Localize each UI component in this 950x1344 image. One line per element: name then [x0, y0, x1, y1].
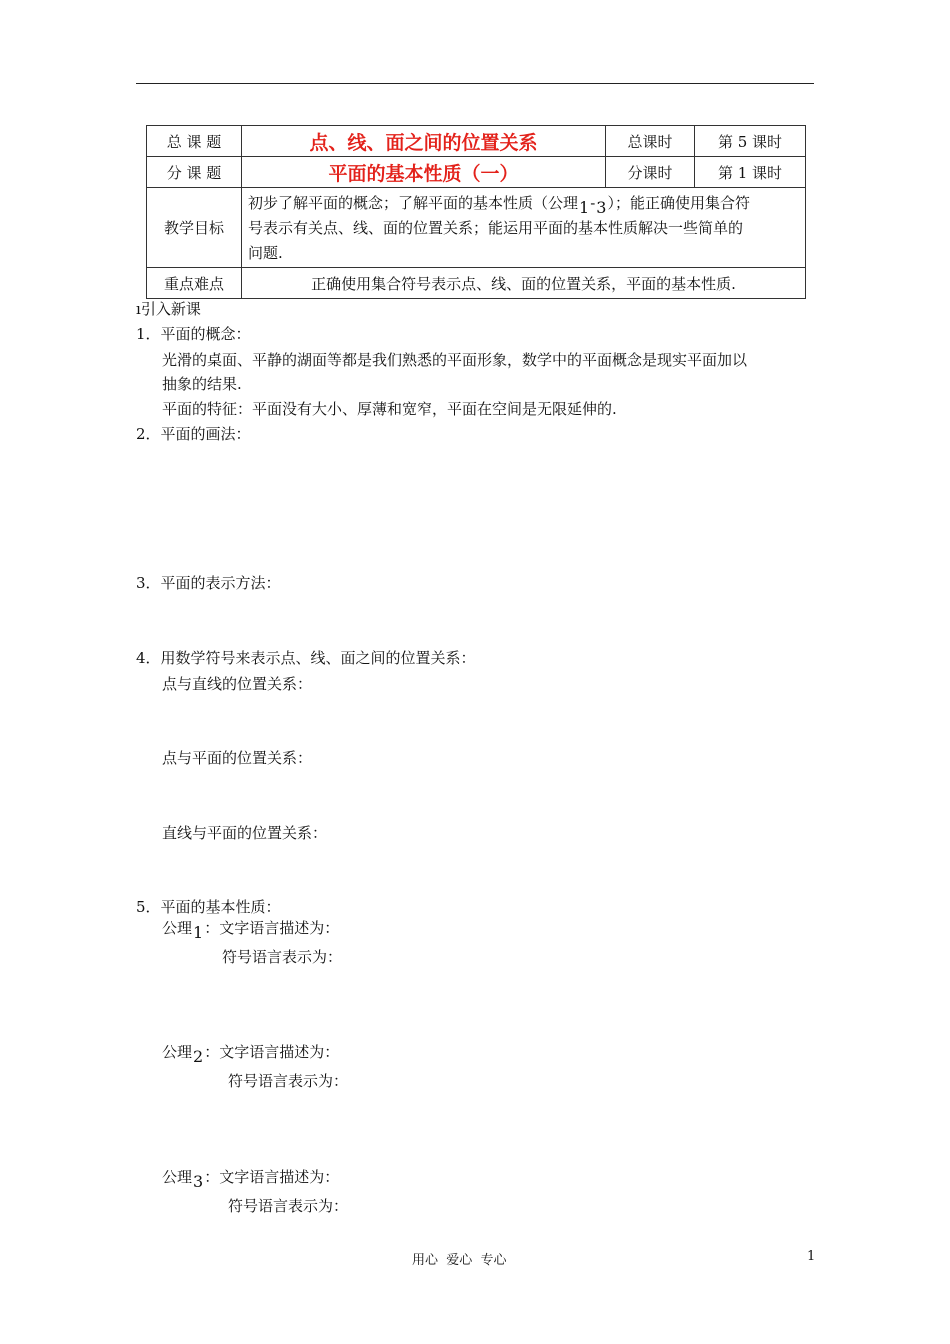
axiom2-number: 2	[193, 1047, 204, 1066]
sub-hours-label: 分课时	[606, 157, 695, 188]
axiom3-text: ：文字语言描述为：	[204, 1168, 340, 1186]
point-line-relation: 点与直线的位置关系：	[162, 675, 313, 693]
key-points-text: 正确使用集合符号表示点、线、面的位置关系，平面的基本性质.	[242, 268, 806, 299]
sub-hours-value: 第 1 课时	[695, 157, 806, 188]
axiom1-line	[162, 917, 340, 942]
point-plane-relation: 点与平面的位置关系：	[162, 749, 313, 767]
page-number: 1	[807, 1249, 816, 1264]
section2-heading: 2．平面的画法：	[136, 425, 251, 443]
total-hours-label: 总课时	[606, 126, 695, 157]
teaching-goal-text	[242, 188, 806, 268]
total-topic-label: 总 课 题	[147, 126, 242, 157]
footer-motto: 用心 爱心 专心	[412, 1253, 507, 1268]
axiom-number-1: 1	[579, 197, 590, 217]
goal-line1-a: 初步了解平面的概念；了解平面的基本性质（公理	[248, 193, 579, 212]
section1-para1b: 抽象的结果.	[162, 375, 242, 393]
intro-text: 引入新课	[140, 300, 201, 318]
axiom3-number: 3	[193, 1172, 204, 1191]
teaching-goal-label: 教学目标	[147, 188, 242, 268]
axiom1-symbol: 符号语言表示为：	[222, 948, 343, 966]
sub-topic-title: 平面的基本性质（一）	[242, 157, 606, 188]
key-points-label: 重点难点	[147, 268, 242, 299]
axiom1-text: ：文字语言描述为：	[204, 919, 340, 937]
section4-heading: 4．用数学符号来表示点、线、面之间的位置关系：	[136, 649, 476, 667]
axiom1-label: 公理	[162, 919, 193, 937]
axiom3-line	[162, 1166, 340, 1191]
table-row	[147, 268, 806, 299]
goal-range-dash: -	[590, 193, 596, 212]
table-row	[147, 188, 806, 268]
section1-heading: 1．平面的概念：	[136, 325, 251, 343]
axiom1-number: 1	[193, 923, 204, 942]
table-row	[147, 157, 806, 188]
lesson-info-table	[146, 125, 806, 299]
section3-heading: 3．平面的表示方法：	[136, 574, 281, 592]
sub-topic-label: 分 课 题	[147, 157, 242, 188]
goal-line1-b: ）；能正确使用集合符	[607, 193, 750, 212]
section1-para2: 平面的特征：平面没有大小、厚薄和宽窄，平面在空间是无限延伸的.	[162, 400, 617, 418]
header-rule	[136, 83, 814, 84]
table-row	[147, 126, 806, 157]
goal-line2: 号表示有关点、线、面的位置关系；能运用平面的基本性质解决一些简单的	[248, 218, 744, 237]
goal-line3: 问题.	[248, 243, 283, 262]
axiom2-symbol: 符号语言表示为：	[228, 1072, 349, 1090]
axiom2-line	[162, 1041, 340, 1066]
axiom2-text: ：文字语言描述为：	[204, 1043, 340, 1061]
axiom2-label: 公理	[162, 1043, 193, 1061]
section5-heading: 5．平面的基本性质：	[136, 898, 281, 916]
axiom3-label: 公理	[162, 1168, 193, 1186]
axiom-number-3: 3	[596, 197, 607, 217]
section1-para1a: 光滑的桌面、平静的湖面等都是我们熟悉的平面形象，数学中的平面概念是现实平面加以	[162, 351, 748, 369]
total-topic-title: 点、线、面之间的位置关系	[242, 126, 606, 157]
line-plane-relation: 直线与平面的位置关系：	[162, 824, 328, 842]
total-hours-value: 第 5 课时	[695, 126, 806, 157]
axiom3-symbol: 符号语言表示为：	[228, 1197, 349, 1215]
intro-heading: ı引入新课	[136, 300, 201, 318]
